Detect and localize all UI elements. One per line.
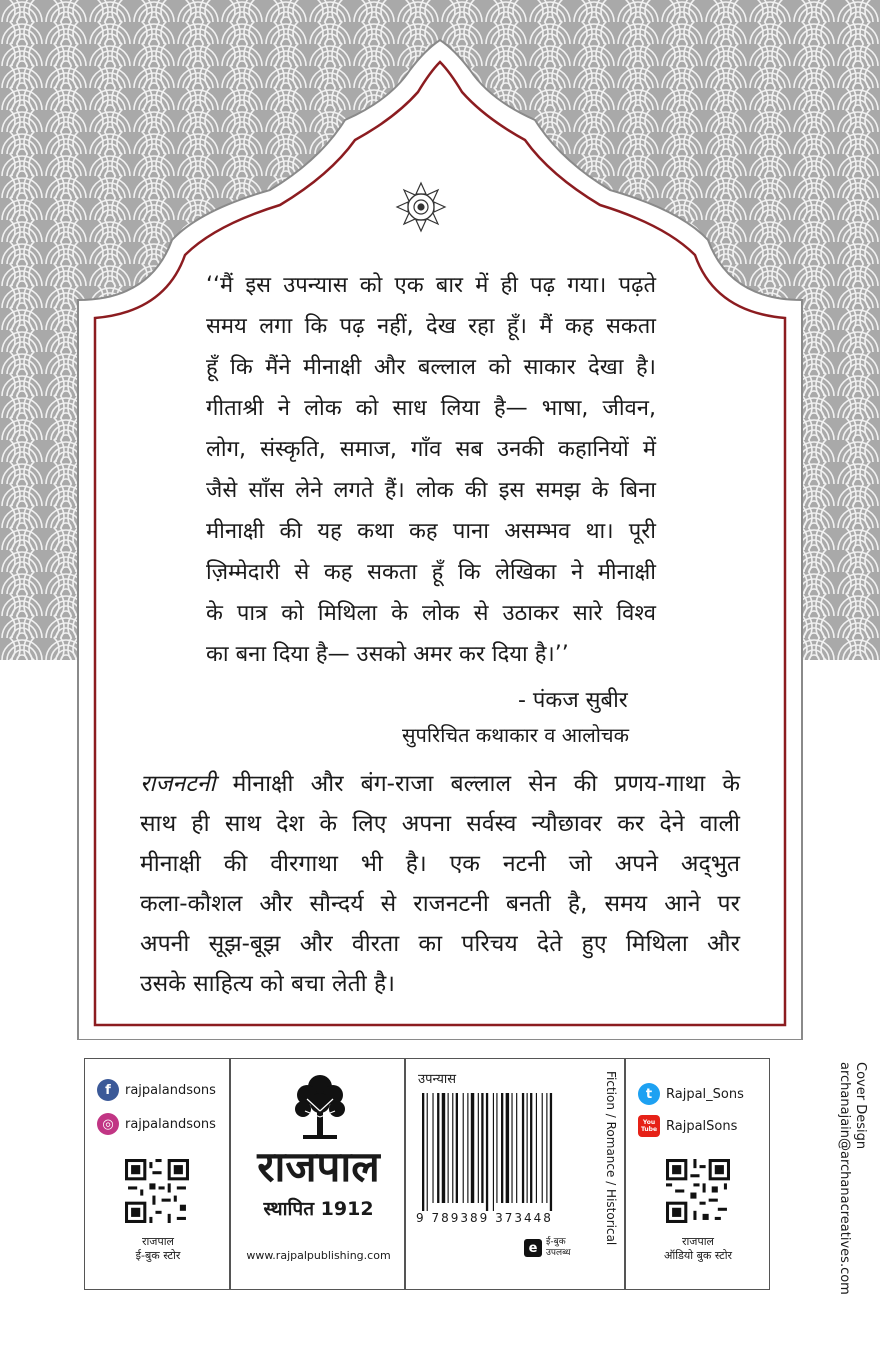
- barcode-bar: [496, 1093, 497, 1203]
- barcode-bar: [522, 1093, 524, 1203]
- barcode-bar: [481, 1093, 483, 1203]
- barcode-bar: [448, 1093, 449, 1203]
- tree-logo-icon: [293, 1071, 347, 1141]
- ebook-store-caption: राजपाल ई-बुक स्टोर: [135, 1235, 181, 1262]
- quote-line: के पात्र को मिथिला के लोक से उठाकर सारे विश्व: [206, 601, 656, 626]
- desc-line: राजनटनी मीनाक्षी और बंग-राजा बल्लाल सेन की प्रणय-गाथा के: [140, 771, 740, 797]
- barcode-bar: [467, 1093, 468, 1203]
- twitter-link[interactable]: t Rajpal_Sons: [638, 1083, 744, 1105]
- established-year: स्थापित 1912: [263, 1198, 374, 1220]
- desc-line: अपनी सूझ-बूझ और वीरता का परिचय देते हुए मिथिला और: [140, 931, 740, 957]
- quote-line: गीताश्री ने लोक को साध लिया है— भाषा, जीवन,: [206, 396, 656, 421]
- genre-vertical: Fiction / Romance / Historical: [604, 1071, 618, 1246]
- desc-line: साथ ही साथ देश के लिए अपना सर्वस्व न्यौछावर कर देने वाली: [140, 811, 740, 837]
- barcode-bar: [432, 1093, 433, 1203]
- book-title-italic: राजनटनी: [140, 771, 216, 797]
- barcode-bar: [478, 1093, 479, 1203]
- quote-line: ‘‘मैं इस उपन्यास को एक बार में ही पढ़ गया। पढ़ते: [206, 273, 656, 298]
- barcode-bar: [493, 1093, 494, 1211]
- barcode-box: [405, 1058, 625, 1290]
- quote-line: लोग, संस्कृति, समाज, गाँव सब उनकी कहानियों में: [206, 437, 656, 462]
- twitter-icon: t: [638, 1083, 660, 1105]
- barcode-bar: [506, 1093, 509, 1203]
- barcode-bar: [550, 1093, 552, 1211]
- barcode-bar: [452, 1093, 453, 1203]
- barcode-bar: [463, 1093, 464, 1203]
- barcode-bar: [442, 1093, 445, 1203]
- ebook-icon: e: [524, 1239, 542, 1257]
- barcode-bar: [501, 1093, 503, 1203]
- qr-code-audiobook-store[interactable]: [666, 1159, 730, 1223]
- desc-line: मीनाक्षी की वीरगाथा भी है। एक नटनी जो अपने अद्‌भुत: [140, 851, 740, 877]
- barcode-bar: [437, 1093, 439, 1203]
- barcode-bar: [511, 1093, 512, 1203]
- barcode-bar: [427, 1093, 428, 1211]
- publisher-logo-text: राजपाल: [257, 1142, 380, 1191]
- barcode-bar: [527, 1093, 528, 1203]
- barcode-bar: [471, 1093, 474, 1203]
- facebook-link[interactable]: f rajpalandsons: [97, 1079, 216, 1101]
- youtube-icon: You Tube: [638, 1115, 660, 1137]
- instagram-icon: ◎: [97, 1113, 119, 1135]
- cover-design-credit: Cover Design archanajain@archanacreatives.com: [837, 1062, 868, 1295]
- ebook-available: e ई-बुक उपलब्ध: [524, 1237, 571, 1259]
- barcode-bar: [422, 1093, 424, 1211]
- qr-code-ebook-store[interactable]: [125, 1159, 189, 1223]
- desc-line: कला-कौशल और सौन्दर्य से राजनटनी बनती है, समय आने पर: [140, 891, 740, 917]
- barcode-bar: [542, 1093, 543, 1203]
- isbn-digits: 9 789389 373448: [416, 1211, 553, 1225]
- barcode-bar: [546, 1093, 547, 1203]
- quote-line: जैसे साँस लेने लगते हैं। लोक की इस समझ के बिना: [206, 478, 656, 503]
- quote-line: ज़िम्मेदारी से कह सकता हूँ कि लेखिका ने मीनाक्षी: [206, 560, 656, 585]
- audiobook-store-caption: राजपाल ऑडियो बुक स्टोर: [663, 1235, 733, 1262]
- quote-line: समय लगा कि पढ़ नहीं, देख रहा हूँ। मैं कह सकता: [206, 314, 656, 339]
- facebook-icon: f: [97, 1079, 119, 1101]
- quote-line: का बना दिया है— उसको अमर कर दिया है।’’: [206, 642, 569, 667]
- instagram-link[interactable]: ◎ rajpalandsons: [97, 1113, 216, 1135]
- barcode-bar: [516, 1093, 517, 1203]
- quote-author-title: सुपरिचित कथाकार व आलोचक: [402, 723, 629, 747]
- publisher-info-panel: [84, 1058, 770, 1290]
- publisher-logo-box: [230, 1058, 405, 1290]
- publisher-website[interactable]: www.rajpalpublishing.com: [246, 1249, 391, 1262]
- quote-author: - पंकज सुबीर: [518, 688, 628, 713]
- youtube-link[interactable]: You Tube RajpalSons: [638, 1115, 737, 1137]
- desc-line: उसके साहित्य को बचा लेती है।: [140, 971, 395, 997]
- barcode-bar: [456, 1093, 458, 1203]
- quote-line: मीनाक्षी की यह कथा कह पाना असम्भव था। पूरी: [206, 519, 656, 544]
- quote-line: हूँ कि मैंने मीनाक्षी और बल्लाल को साकार देखा है।: [206, 355, 656, 380]
- social-box-left: [84, 1058, 230, 1290]
- barcode-bar: [530, 1093, 532, 1203]
- isbn-barcode: [420, 1093, 580, 1211]
- social-box-right: [625, 1058, 770, 1290]
- genre-hindi: उपन्यास: [418, 1072, 457, 1087]
- barcode-bar: [536, 1093, 537, 1203]
- barcode-bar: [486, 1093, 488, 1211]
